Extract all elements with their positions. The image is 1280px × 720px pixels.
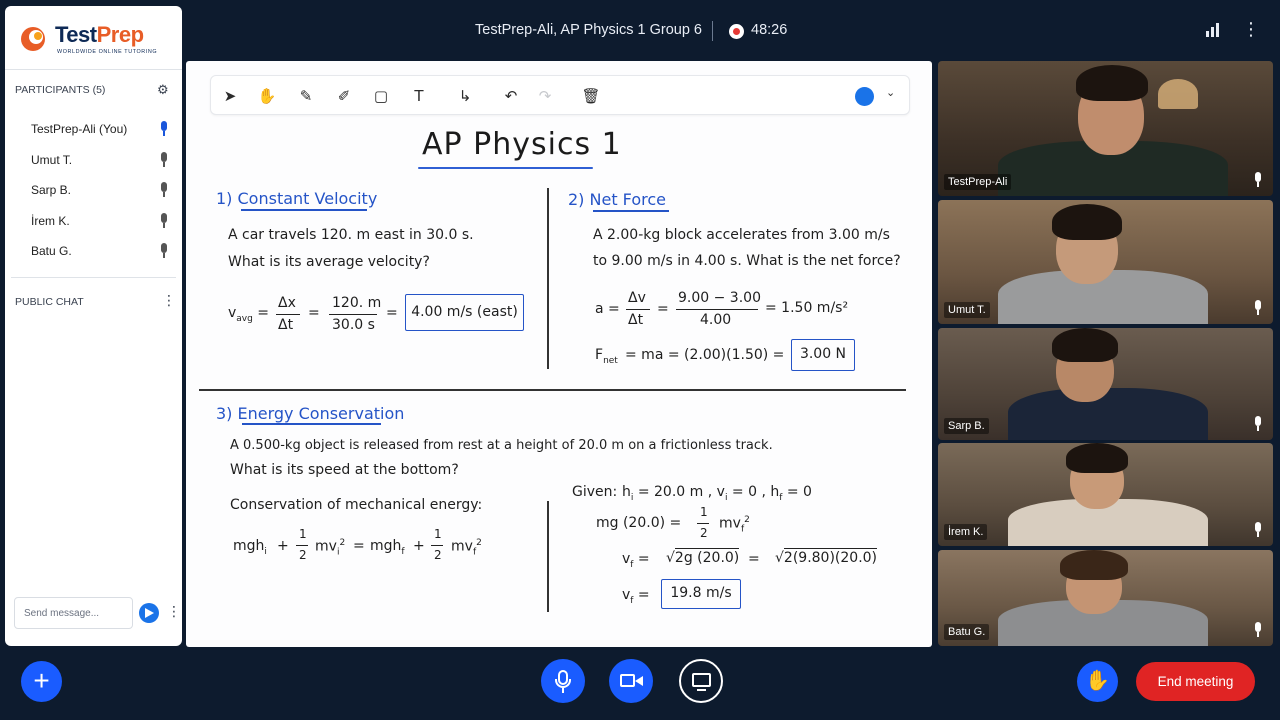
net-force-equation: = ma = (2.00)(1.50) =: [625, 347, 785, 363]
mic-icon: [159, 182, 169, 198]
problem3-answer-box: 19.8 m/s: [661, 579, 741, 609]
participant-name[interactable]: İrem K.: [31, 214, 70, 228]
fraction-denominator: 2: [299, 548, 307, 562]
fraction-numerator: 1: [299, 527, 307, 541]
problem2-answer-box: 3.00 N: [791, 339, 855, 371]
trash-icon[interactable]: 🗑: [581, 87, 601, 105]
connector-tool-icon[interactable]: ↳: [458, 87, 472, 105]
logo-tagline: WORLDWIDE ONLINE TUTORING: [57, 49, 158, 55]
color-picker-swatch[interactable]: [855, 87, 874, 106]
kinetic-final: $mv_f^2$: [719, 515, 750, 535]
fraction-bar: [276, 314, 300, 315]
energy-equation-left: mgh$_i$: [233, 538, 267, 557]
tile-name-label: TestPrep-Ali: [944, 174, 1011, 190]
net-force-label: $F_{net}$: [595, 347, 618, 366]
problem1-text-line2: What is its average velocity?: [228, 254, 430, 270]
fraction-bar: [626, 309, 650, 310]
problem1-heading: 1) Constant Velocity: [216, 189, 378, 208]
sqrt-expression-2: √2(9.80)(20.0): [775, 550, 878, 566]
video-tile[interactable]: [938, 443, 1273, 546]
person-body: [1008, 388, 1208, 440]
fraction-bar: [296, 545, 308, 546]
mic-icon: [1253, 300, 1263, 316]
whiteboard-title: AP Physics 1: [422, 127, 622, 162]
fraction-denominator: Δt: [278, 317, 294, 333]
redo-icon[interactable]: ↷: [538, 87, 552, 105]
sqrt-expression-1: √2g (20.0): [666, 550, 740, 566]
highlighter-tool-icon[interactable]: ✐: [337, 87, 351, 105]
pencil-tool-icon[interactable]: ✎: [299, 87, 313, 105]
video-tile[interactable]: [938, 328, 1273, 440]
camera-icon-lens: [635, 676, 643, 686]
problem3-text-line2: What is its speed at the bottom?: [230, 462, 459, 478]
whiteboard[interactable]: [186, 61, 932, 647]
lamp-decor: [1158, 79, 1198, 109]
divider: [5, 69, 182, 70]
kinetic-initial: $mv_i^2$: [315, 538, 346, 558]
fraction-denominator: 2: [700, 526, 708, 540]
chat-input-options-icon[interactable]: ⋮: [167, 603, 181, 619]
mic-icon: [1253, 172, 1263, 188]
chat-options-icon[interactable]: ⋮: [162, 292, 176, 308]
add-button[interactable]: +: [21, 661, 62, 702]
more-options-icon[interactable]: ⋮: [1242, 19, 1260, 39]
fraction-numerator: 1: [700, 505, 708, 519]
divider-line: [547, 501, 549, 612]
given-label: Given:: [572, 484, 618, 500]
fraction-numerator: 9.00 − 3.00: [678, 290, 761, 306]
mic-icon: [1253, 416, 1263, 432]
fraction-bar: [431, 545, 443, 546]
energy-equation-right: mgh$_f$: [370, 538, 405, 557]
camera-icon: [620, 674, 635, 687]
participant-name[interactable]: TestPrep-Ali (You): [31, 122, 128, 136]
end-meeting-button[interactable]: End meeting: [1136, 662, 1255, 701]
video-tile[interactable]: [938, 550, 1273, 646]
rectangle-tool-icon[interactable]: ▢: [373, 87, 389, 105]
plus-sign: +: [413, 538, 425, 554]
person-hair: [1076, 65, 1148, 101]
tile-name-label: Umut T.: [944, 302, 990, 318]
gear-icon[interactable]: ⚙: [157, 82, 169, 97]
select-tool-icon[interactable]: ➤: [223, 87, 237, 105]
chevron-down-icon[interactable]: ⌄: [886, 86, 896, 99]
problem3-text-line1: A 0.500-kg object is released from rest at a height of 20.0 m on a frictionless track.: [230, 438, 773, 453]
mic-icon: [1253, 622, 1263, 638]
fraction-bar: [329, 314, 377, 315]
velocity-label: $v_{avg}$ =: [228, 305, 270, 324]
fraction-numerator: 1: [434, 527, 442, 541]
top-bar: [185, 0, 1280, 60]
undo-icon[interactable]: ↶: [504, 87, 518, 105]
conservation-label: Conservation of mechanical energy:: [230, 497, 483, 513]
recording-icon: [729, 24, 744, 39]
fraction-denominator: Δt: [628, 312, 644, 328]
tile-name-label: Batu G.: [944, 624, 989, 640]
title-separator: [712, 21, 713, 41]
video-tile[interactable]: [938, 61, 1273, 196]
mic-icon: [159, 121, 169, 137]
divider-line: [199, 389, 906, 391]
camera-toggle-button[interactable]: [609, 659, 653, 703]
plus-sign: +: [277, 538, 289, 554]
person-hair: [1052, 204, 1122, 240]
vf-label: $v_f$ =: [622, 551, 650, 570]
person-hair: [1060, 550, 1128, 580]
equals-sign: =: [748, 551, 760, 567]
fraction-numerator: Δv: [628, 290, 646, 306]
divider: [11, 277, 176, 278]
person-hair: [1066, 443, 1128, 473]
microphone-icon-base: [555, 679, 571, 688]
mic-icon: [159, 213, 169, 229]
problem3-heading: 3) Energy Conservation: [216, 404, 405, 423]
fraction-bar: [697, 523, 709, 524]
microphone-toggle-button[interactable]: [541, 659, 585, 703]
fraction-bar: [676, 309, 758, 310]
whiteboard-toolbar: [210, 75, 910, 115]
given-values: $h_i = 20.0$ m , $v_i = 0$ , $h_f = 0$: [622, 484, 812, 503]
title-underline: [418, 167, 593, 169]
mic-icon: [159, 243, 169, 259]
participant-name[interactable]: Umut T.: [31, 153, 73, 167]
heading-underline: [242, 423, 381, 425]
raise-hand-button[interactable]: ✋: [1077, 661, 1118, 702]
fraction-denominator: 4.00: [700, 312, 732, 328]
fraction-denominator: 30.0 s: [332, 317, 375, 333]
meeting-title: TestPrep-Ali, AP Physics 1 Group 6: [475, 22, 703, 38]
participant-name[interactable]: Batu G.: [31, 244, 72, 258]
chat-message-input[interactable]: [14, 597, 133, 629]
problem1-text-line1: A car travels 120. m east in 30.0 s.: [228, 227, 474, 243]
problem1-answer-box: 4.00 m/s (east): [405, 294, 524, 331]
person-hair: [1052, 328, 1118, 362]
problem2-heading: 2) Net Force: [568, 190, 666, 209]
recording-time: 48:26: [751, 22, 788, 38]
microphone-icon-stem: [562, 688, 564, 693]
video-tile[interactable]: [938, 200, 1273, 324]
testprep-logo: [19, 22, 179, 64]
fraction-numerator: Δx: [278, 295, 296, 311]
equals-sign: =: [386, 305, 398, 321]
text-tool-icon[interactable]: T: [414, 87, 424, 105]
screen-share-button[interactable]: [679, 659, 723, 703]
heading-underline: [593, 210, 669, 212]
energy-step1: mg (20.0) =: [596, 515, 682, 531]
monitor-icon: [692, 673, 711, 687]
kinetic-final: $mv_f^2$: [451, 538, 482, 558]
equals-sign: =: [353, 538, 365, 554]
connection-stats-icon[interactable]: [1206, 23, 1220, 37]
problem2-text-line1: A 2.00-kg block accelerates from 3.00 m/s: [593, 227, 890, 243]
mic-icon: [1253, 522, 1263, 538]
pan-hand-tool-icon[interactable]: ✋: [257, 87, 277, 105]
logo-text: TestPrep: [55, 22, 144, 47]
tile-name-label: İrem K.: [944, 524, 987, 540]
sidebar: [5, 6, 182, 646]
acceleration-result: = 1.50 m/s²: [765, 300, 849, 316]
fraction-denominator: 2: [434, 548, 442, 562]
vf-label: $v_f$ =: [622, 587, 650, 606]
participants-header: PARTICIPANTS (5): [15, 84, 106, 96]
equals-sign: =: [308, 305, 320, 321]
problem2-text-line2: to 9.00 m/s in 4.00 s. What is the net force?: [593, 253, 901, 269]
acceleration-label: a =: [595, 301, 620, 317]
divider-line: [547, 188, 549, 369]
participant-name[interactable]: Sarp B.: [31, 183, 72, 197]
public-chat-header: PUBLIC CHAT: [15, 296, 84, 308]
logo-mark-icon: [19, 25, 49, 53]
fraction-numerator: 120. m: [332, 295, 382, 311]
send-message-button[interactable]: [139, 603, 159, 623]
heading-underline: [241, 209, 367, 211]
monitor-icon-stand: [697, 689, 706, 691]
mic-icon: [159, 152, 169, 168]
tile-name-label: Sarp B.: [944, 418, 989, 434]
equals-sign: =: [657, 301, 669, 317]
